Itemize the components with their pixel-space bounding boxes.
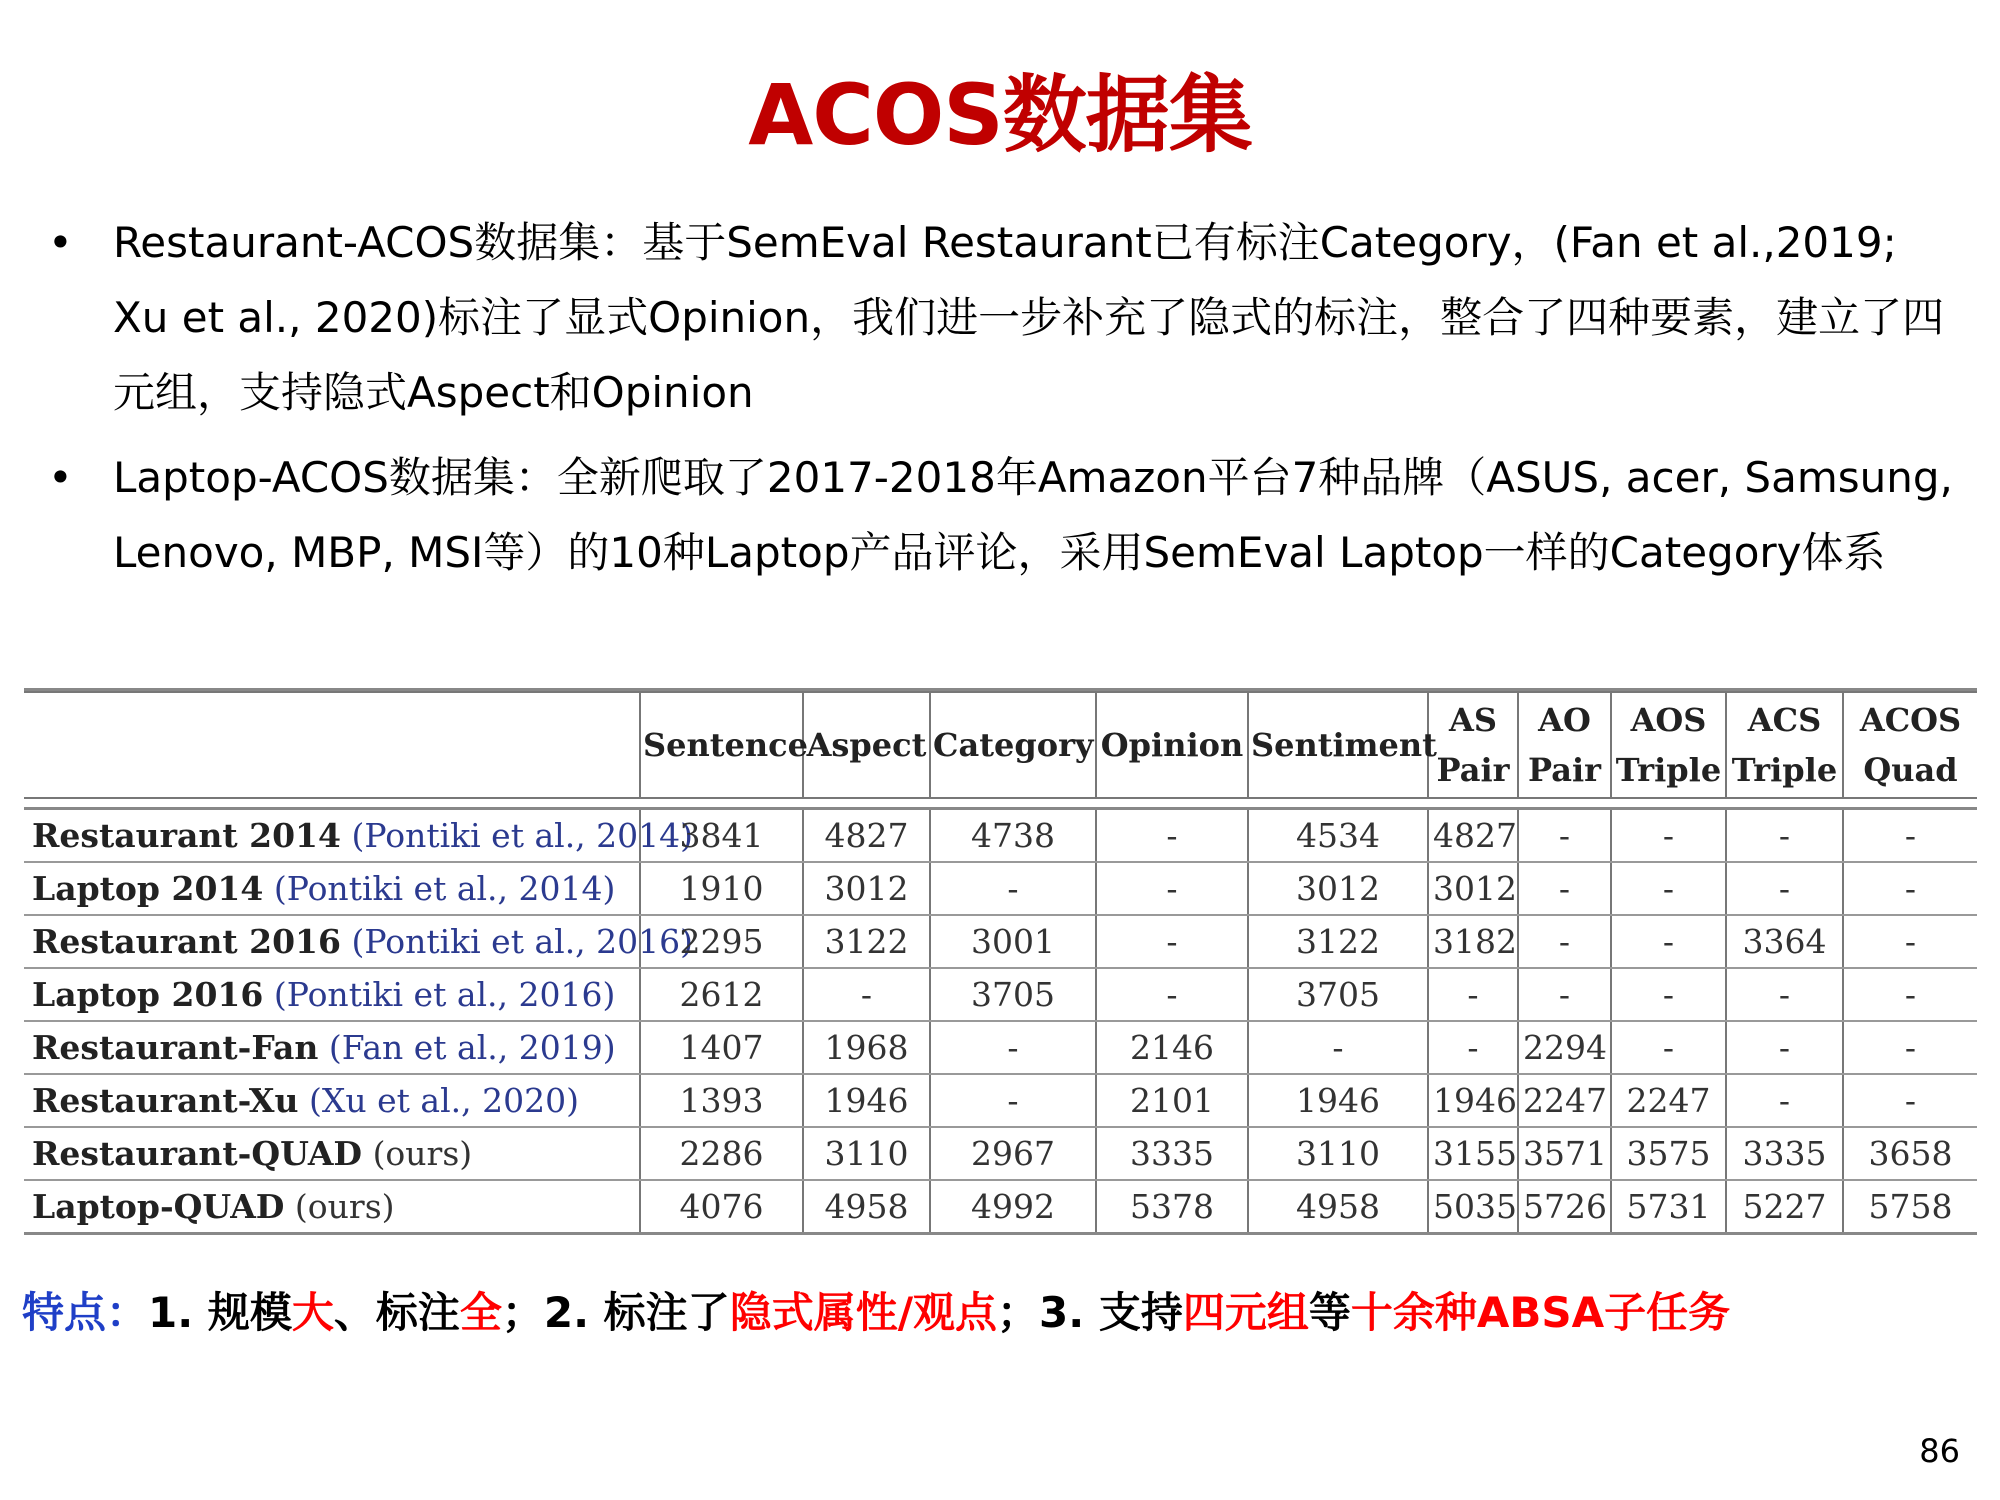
table-cell: -	[1428, 1021, 1518, 1074]
table-cell: 3335	[1096, 1127, 1248, 1180]
table-cell: -	[930, 862, 1096, 915]
table-cell: 2612	[640, 968, 803, 1021]
table-cell: 4076	[640, 1180, 803, 1234]
column-header-line2: Triple	[1731, 751, 1838, 789]
table-cell: -	[1096, 915, 1248, 968]
bullet-laptop-acos	[40, 440, 1960, 590]
features-segment: 大	[291, 1288, 334, 1337]
column-header-7	[1518, 692, 1611, 798]
dataset-name: Restaurant-Fan	[32, 1028, 319, 1067]
column-header-line2: Pair	[1528, 751, 1601, 789]
table-cell: -	[1843, 968, 1977, 1021]
table-cell: 1407	[640, 1021, 803, 1074]
table-row	[24, 1021, 1977, 1074]
table-cell: 3841	[640, 809, 803, 863]
table-cell: 3012	[803, 862, 930, 915]
dataset-name-cell	[24, 1074, 640, 1127]
table-cell: 1968	[803, 1021, 930, 1074]
table-row	[24, 1180, 1977, 1234]
table-cell: -	[1726, 809, 1843, 863]
table-cell: 3122	[803, 915, 930, 968]
table-cell: 3571	[1518, 1127, 1611, 1180]
dataset-name-cell	[24, 968, 640, 1021]
table-cell: 4534	[1248, 809, 1428, 863]
table-cell: 3575	[1611, 1127, 1726, 1180]
column-header-line2: Pair	[1436, 751, 1510, 789]
table-cell: 2146	[1096, 1021, 1248, 1074]
table-row	[24, 1074, 1977, 1127]
page-number: 86	[1919, 1432, 1960, 1470]
table-cell: 5726	[1518, 1180, 1611, 1234]
table-cell: 2967	[930, 1127, 1096, 1180]
dataset-statistics-table	[24, 688, 1977, 1235]
table-cell: -	[1843, 1074, 1977, 1127]
table-cell: -	[1096, 968, 1248, 1021]
table-cell: -	[1726, 1021, 1843, 1074]
table-cell: 2294	[1518, 1021, 1611, 1074]
dataset-name: Laptop 2016	[32, 975, 264, 1014]
column-header-line1: Category	[933, 726, 1094, 764]
table-cell: 1946	[1248, 1074, 1428, 1127]
table-cell: -	[1611, 968, 1726, 1021]
dataset-name: Restaurant-QUAD	[32, 1134, 363, 1173]
column-header-10	[1843, 692, 1977, 798]
table-cell: 1946	[803, 1074, 930, 1127]
column-header-line1: AOS	[1630, 701, 1707, 739]
table-cell: 4827	[1428, 809, 1518, 863]
dataset-name-cell	[24, 915, 694, 968]
column-header-1	[640, 692, 808, 798]
features-segment: 四元组	[1182, 1288, 1309, 1337]
table-cell: -	[930, 1074, 1096, 1127]
table-cell: 4958	[803, 1180, 930, 1234]
table-cell: 5731	[1611, 1180, 1726, 1234]
dataset-name: Laptop-QUAD	[32, 1187, 285, 1226]
bullet-marker: •	[48, 218, 73, 267]
citation-link[interactable]: (Pontiki et al., 2016)	[351, 922, 694, 961]
table-cell: -	[1518, 915, 1611, 968]
citation-link[interactable]: (Fan et al., 2019)	[328, 1028, 616, 1067]
table-cell: 3705	[1248, 968, 1428, 1021]
ours-label: (ours)	[372, 1134, 473, 1173]
table-cell: 3155	[1428, 1127, 1518, 1180]
features-segment: 等	[1308, 1288, 1351, 1337]
table-cell: -	[930, 1021, 1096, 1074]
table-cell: -	[1611, 1021, 1726, 1074]
features-segment: ；3. 支持	[997, 1288, 1183, 1337]
column-header-9	[1726, 692, 1843, 798]
features-segment: 特点：	[22, 1288, 149, 1337]
table-cell: -	[1428, 968, 1518, 1021]
table-cell: 2247	[1518, 1074, 1611, 1127]
dataset-name-cell	[24, 809, 694, 863]
table-cell: -	[1726, 1074, 1843, 1127]
table-cell: 4827	[803, 809, 930, 863]
table-cell: -	[1518, 862, 1611, 915]
table-cell: 2286	[640, 1127, 803, 1180]
bullet-restaurant-acos	[40, 205, 1960, 430]
table-cell: -	[1248, 1021, 1428, 1074]
column-header-line1: ACS	[1747, 701, 1822, 739]
table-cell: -	[1726, 862, 1843, 915]
table-cell: -	[803, 968, 930, 1021]
table-cell: 3012	[1428, 862, 1518, 915]
column-header-2	[803, 692, 930, 798]
features-segment: ；2. 标注了	[501, 1288, 730, 1337]
bullet-marker: •	[48, 453, 73, 502]
table-cell: 1946	[1428, 1074, 1518, 1127]
ours-label: (ours)	[294, 1187, 395, 1226]
table-cell: 5227	[1726, 1180, 1843, 1234]
dataset-name-cell	[24, 1021, 640, 1074]
column-header-0	[24, 692, 640, 798]
table-cell: 3110	[1248, 1127, 1428, 1180]
dataset-name-cell	[24, 1127, 640, 1180]
table-cell: 5758	[1843, 1180, 1977, 1234]
dataset-name-cell	[24, 1180, 640, 1234]
table-cell: 5378	[1096, 1180, 1248, 1234]
citation-link[interactable]: (Pontiki et al., 2014)	[351, 816, 694, 855]
table-cell: 3364	[1726, 915, 1843, 968]
table-cell: 3012	[1248, 862, 1428, 915]
features-segment: 1. 规模	[148, 1288, 292, 1337]
table-cell: 3335	[1726, 1127, 1843, 1180]
column-header-4	[1096, 692, 1248, 798]
column-header-line1: Opinion	[1100, 726, 1244, 764]
table-cell: -	[1843, 1021, 1977, 1074]
table-cell: -	[1611, 862, 1726, 915]
table-cell: 5035	[1428, 1180, 1518, 1234]
column-header-line1: AS	[1449, 701, 1497, 739]
citation-link[interactable]: (Xu et al., 2020)	[309, 1081, 579, 1120]
table-cell: 3001	[930, 915, 1096, 968]
table-cell: 4992	[930, 1180, 1096, 1234]
dataset-name: Laptop 2014	[32, 869, 264, 908]
table-body	[24, 798, 1977, 1234]
column-header-5	[1248, 692, 1437, 798]
features-segment: 全	[459, 1288, 502, 1337]
table-cell: -	[1518, 809, 1611, 863]
features-segment: 十余种ABSA子任务	[1350, 1288, 1731, 1337]
citation-link[interactable]: (Pontiki et al., 2016)	[273, 975, 616, 1014]
column-header-8	[1611, 692, 1726, 798]
table-cell: 3110	[803, 1127, 930, 1180]
features-summary	[22, 1280, 1982, 1340]
table-cell: -	[1096, 862, 1248, 915]
column-header-line1: Sentiment	[1251, 726, 1437, 764]
bullet-list	[40, 205, 1960, 600]
dataset-name: Restaurant 2016	[32, 922, 341, 961]
column-header-line2: Triple	[1615, 751, 1722, 789]
table-cell: -	[1518, 968, 1611, 1021]
table-cell: -	[1726, 968, 1843, 1021]
slide-title: ACOS数据集	[748, 66, 1252, 164]
table-cell: 4738	[930, 809, 1096, 863]
column-header-line1: Aspect	[806, 726, 927, 764]
column-header-3	[930, 692, 1096, 798]
dataset-name: Restaurant-Xu	[32, 1081, 299, 1120]
table-row	[24, 968, 1977, 1021]
table-cell: 3658	[1843, 1127, 1977, 1180]
column-header-6	[1428, 692, 1518, 798]
table-cell: 2247	[1611, 1074, 1726, 1127]
table-row	[24, 862, 1977, 915]
table-cell: 1393	[640, 1074, 803, 1127]
table-cell: 3705	[930, 968, 1096, 1021]
table-cell: 3122	[1248, 915, 1428, 968]
features-segment: 、标注	[333, 1288, 460, 1337]
table-cell: -	[1611, 809, 1726, 863]
column-header-line1: AO	[1538, 701, 1591, 739]
table-row	[24, 1127, 1977, 1180]
table-row	[24, 809, 1977, 863]
table-cell: -	[1843, 862, 1977, 915]
bullet-text: Restaurant-ACOS数据集：基于SemEval Restaurant已有标注Category，(Fan et al.,2019; Xu et al., 2020)标注了显式Opinion，我们进一步补充了隐式的标注，整合了四种要素，建立了四元组，支持隐式Aspect和Opinion	[113, 218, 1945, 417]
table-cell: -	[1611, 915, 1726, 968]
column-header-line2: Quad	[1863, 751, 1958, 789]
column-header-line1: ACOS	[1859, 701, 1962, 739]
table-header-row	[24, 692, 1977, 798]
dataset-name: Restaurant 2014	[32, 816, 341, 855]
features-segment: 隐式属性/观点	[729, 1288, 998, 1337]
table-cell: 2101	[1096, 1074, 1248, 1127]
table-cell: -	[1843, 915, 1977, 968]
table-row	[24, 915, 1977, 968]
bullet-text: Laptop-ACOS数据集：全新爬取了2017-2018年Amazon平台7种品牌（ASUS, acer, Samsung, Lenovo, MBP, MSI等）的10种Laptop产品评论，采用SemEval Laptop一样的Category体系	[113, 453, 1953, 577]
citation-link[interactable]: (Pontiki et al., 2014)	[273, 869, 616, 908]
table-cell: 1910	[640, 862, 803, 915]
table-cell: 2295	[640, 915, 803, 968]
table-cell: 3182	[1428, 915, 1518, 968]
table-cell: -	[1843, 809, 1977, 863]
table-cell: 4958	[1248, 1180, 1428, 1234]
dataset-name-cell	[24, 862, 640, 915]
table-cell: -	[1096, 809, 1248, 863]
column-header-line1: Sentence	[643, 726, 808, 764]
